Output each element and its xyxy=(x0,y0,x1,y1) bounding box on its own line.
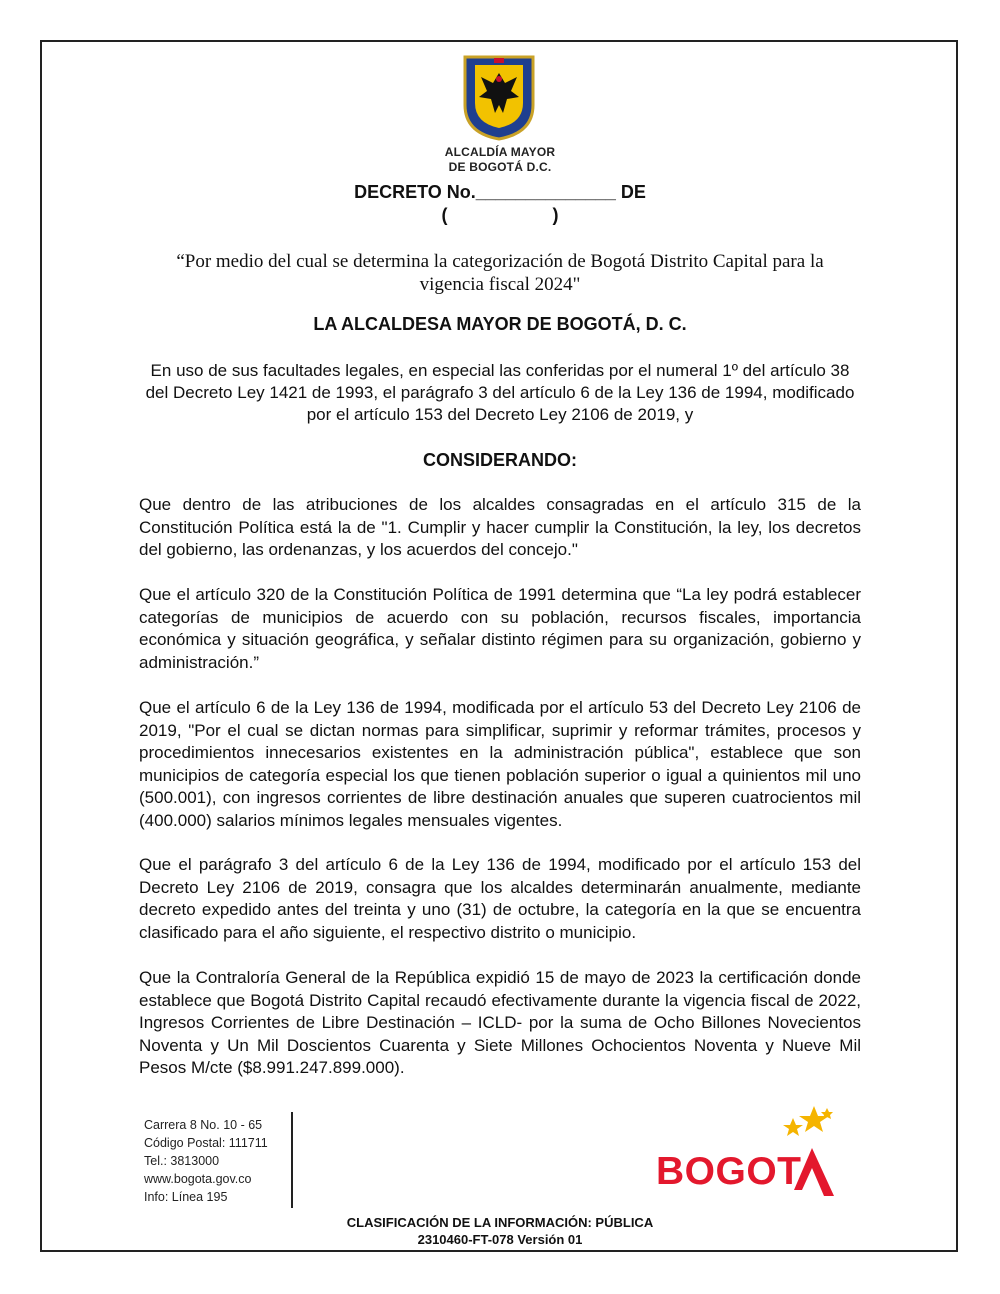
information-classification: CLASIFICACIÓN DE LA INFORMACIÓN: PÚBLICA xyxy=(346,1215,654,1230)
form-code: 2310460-FT-078 Versión 01 xyxy=(417,1232,583,1247)
paragraph: Que el parágrafo 3 del artículo 6 de la Ley 136 de 1994, modificado por el artículo 153 del Decreto Ley 2106 de 2019, consagra que los alcaldes determinarán anualmente, mediante decreto expedido antes del treinta y uno (31) de octubre, la categoría en la que se encuentra clasificado para el año siguiente, el respectivo distrito o municipio. xyxy=(139,855,861,942)
issuing-authority: LA ALCALDESA MAYOR DE BOGOTÁ, D. C. xyxy=(313,314,687,334)
decree-date-placeholder: ( ) xyxy=(441,205,559,225)
address-postal-code: Código Postal: 111711 xyxy=(144,1136,268,1150)
address-divider xyxy=(291,1112,293,1208)
decree-subject: “Por medio del cual se determina la categorización de Bogotá Distrito Capital para la vigencia fiscal 2024" xyxy=(176,251,824,295)
contact-address xyxy=(144,1116,268,1206)
address-info-line: Info: Línea 195 xyxy=(144,1190,228,1204)
bogota-logo xyxy=(652,1104,842,1204)
paragraph: Que el artículo 320 de la Constitución Política de 1991 determina que “La ley podrá establecer categorías de municipios de acuerdo con su población, recursos fiscales, importancia económica y situación geográfica, y señalar distinto régimen para su organización, gobierno y administración.” xyxy=(139,585,861,672)
address-street: Carrera 8 No. 10 - 65 xyxy=(144,1118,263,1132)
bogota-logo-text: BOGOT xyxy=(656,1150,802,1193)
paragraph: Que dentro de las atribuciones de los alcaldes consagradas en el artículo 315 de la Constitución Política está la de "1. Cumplir y hacer cumplir la Constitución, la ley, los decretos del gobierno, las ordenanzas, y los acuerdos del concejo." xyxy=(139,495,861,559)
legal-faculties: En uso de sus facultades legales, en especial las conferidas por el numeral 1º del artículo 38 del Decreto Ley 1421 de 1993, el parágrafo 3 del artículo 6 de la Ley 136 de 1994, modificado por el artículo 153 del Decreto Ley 2106 de 2019, y xyxy=(145,361,855,424)
paragraph: Que el artículo 6 de la Ley 136 de 1994, modificada por el artículo 53 del Decreto Ley 2106 de 2019, "Por el cual se dictan normas para simplificar, suprimir y reformar trámites, procesos y procedimientos innecesarios existentes en la administración pública", establece que son municipios de categoría especial los que tienen población superior o igual a quinientos mil uno (500.001), con ingresos corrientes de libre destinación anuales que superen cuatrocientos mil (400.000) salarios mínimos legales mensuales vigentes. xyxy=(139,698,861,830)
org-name-line1: ALCALDÍA MAYOR xyxy=(444,145,556,159)
address-website: www.bogota.gov.co xyxy=(144,1172,252,1186)
org-name-line2: DE BOGOTÁ D.C. xyxy=(448,160,552,174)
considerando-heading: CONSIDERANDO: xyxy=(422,450,577,470)
decree-title: DECRETO No.______________ DE xyxy=(354,182,646,202)
bogota-coat-of-arms-icon xyxy=(461,55,537,141)
address-phone: Tel.: 3813000 xyxy=(144,1154,220,1168)
paragraph: Que la Contraloría General de la República expidió 15 de mayo de 2023 la certificación donde establece que Bogotá Distrito Capital recaudó efectivamente durante la vigencia fiscal de 2022, Ingresos Corrientes de Libre Destinación – ICLD- por la suma de Ocho Billones Novecientos Noventa y Un Mil Doscientos Cuarenta y Siete Millones Ochocientos Noventa y Nueve Mil Pesos M/cte ($8.991.247.899.000). xyxy=(139,968,861,1077)
